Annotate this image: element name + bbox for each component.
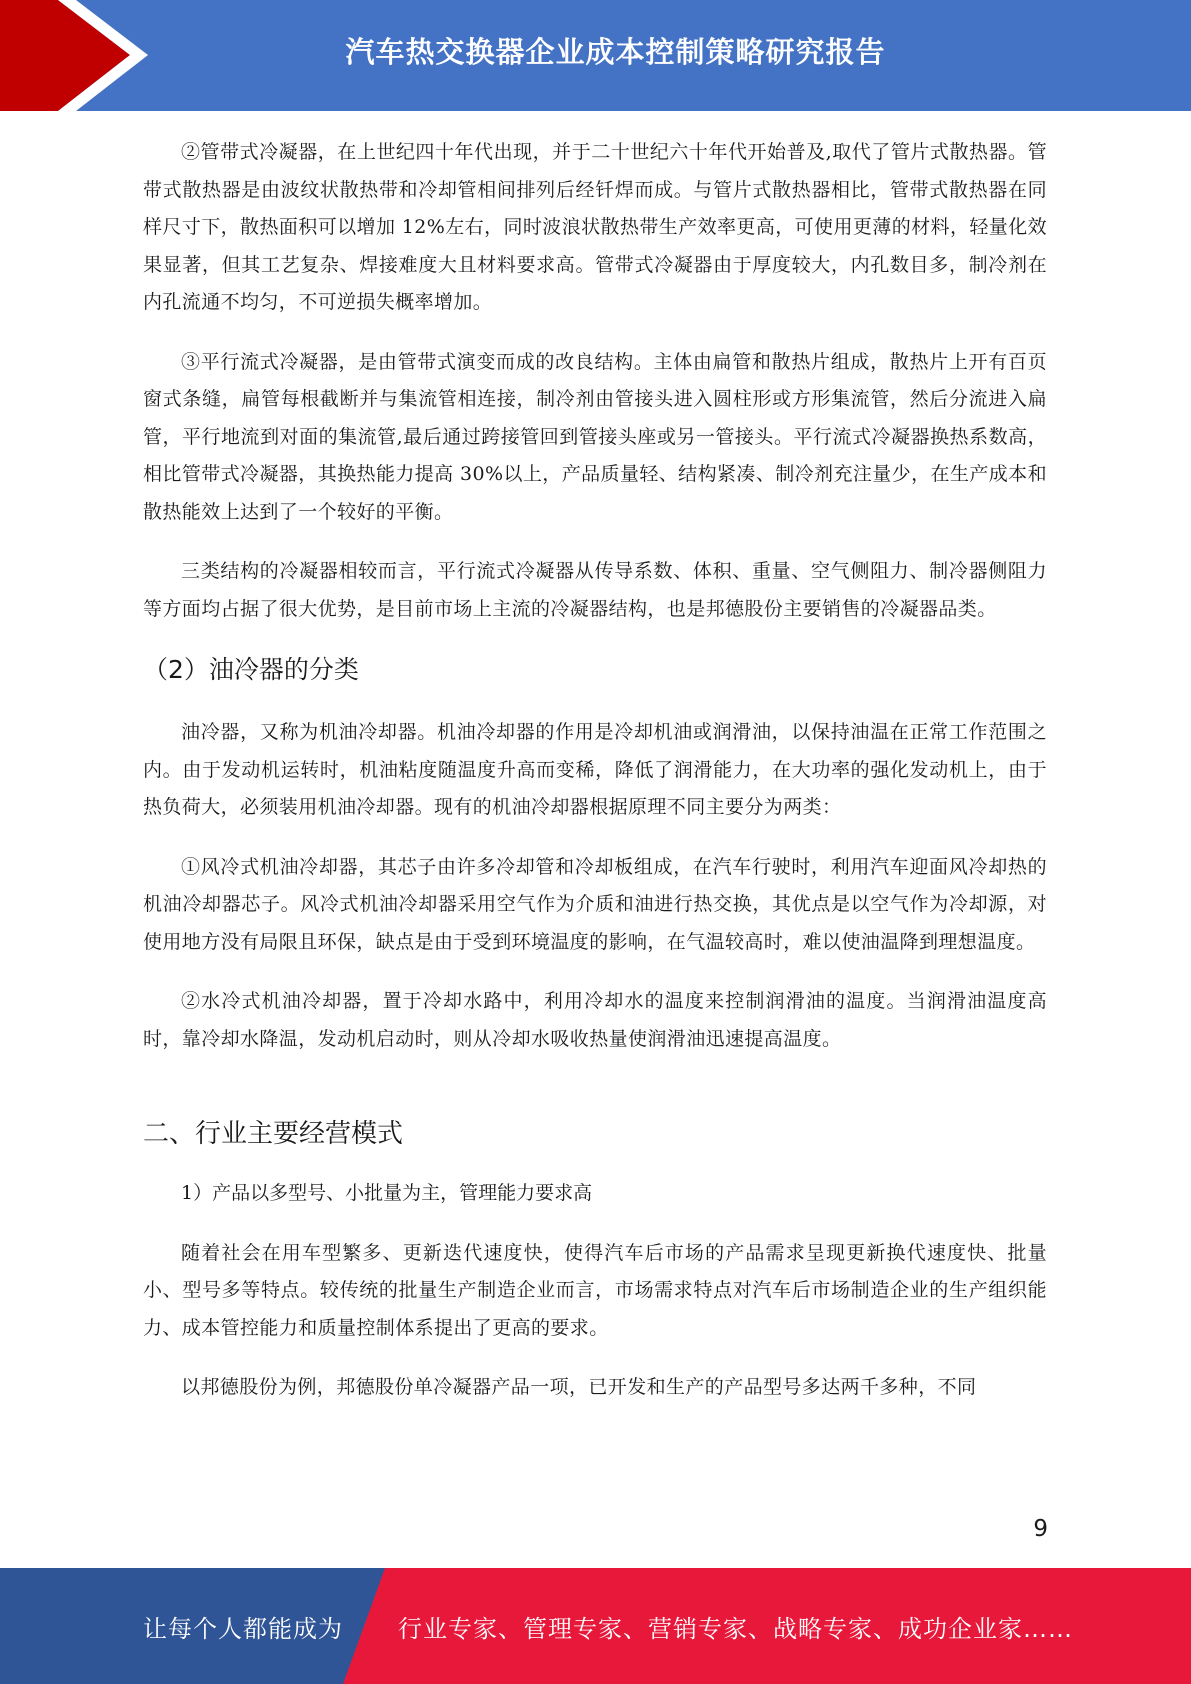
paragraph-air-cooled-oil-cooler: ①风冷式机油冷却器，其芯子由许多冷却管和冷却板组成，在汽车行驶时，利用汽车迎面风冷却热的机油冷却器芯子。风冷式机油冷却器采用空气作为介质和油进行热交换，其优点是以空气作为冷却源，对使用地方没有局限且环保，缺点是由于受到环境温度的影响，在气温较高时，难以使油温降到理想温度。 (143, 855, 1047, 953)
report-title: 汽车热交换器企业成本控制策略研究报告 (345, 34, 886, 69)
list-item-multi-model: 1）产品以多型号、小批量为主，管理能力要求高 (181, 1182, 593, 1204)
paragraph-tube-belt-condenser: ②管带式冷凝器，在上世纪四十年代出现，并于二十世纪六十年代开始普及,取代了管片式散热器。管带式散热器是由波纹状散热带和冷却管相间排列后经钎焊而成。与管片式散热器相比，管带式散热器在同样尺寸下，散热面积可以增加 12%左右，同时波浪状散热带生产效率更高，可使用更薄的材料，轻量化效果显著，但其工艺复杂、焊接难度大且材料要求高。管带式冷凝器由于厚度较大，内孔数目多，制冷剂在内孔流通不均匀，不可逆损失概率增加。 (143, 141, 1047, 313)
page-footer (0, 1568, 1191, 1684)
paragraph-condenser-comparison: 三类结构的冷凝器相较而言，平行流式冷凝器从传导系数、体积、重量、空气侧阻力、制冷器侧阻力等方面均占据了很大优势，是目前市场上主流的冷凝器结构，也是邦德股份主要销售的冷凝器品类。 (143, 560, 1047, 620)
paragraph-market-demand: 随着社会在用车型繁多、更新迭代速度快，使得汽车后市场的产品需求呈现更新换代速度快、批量小、型号多等特点。较传统的批量生产制造企业而言，市场需求特点对汽车后市场制造企业的生产组织能力、成本管控能力和质量控制体系提出了更高的要求。 (143, 1241, 1047, 1339)
page-number: 9 (1033, 1516, 1048, 1542)
paragraph-parallel-flow-condenser: ③平行流式冷凝器，是由管带式演变而成的改良结构。主体由扁管和散热片组成，散热片上开有百页窗式条缝，扁管每根截断并与集流管相连接，制冷剂由管接头进入圆柱形或方形集流管，然后分流进入扁管，平行地流到对面的集流管,最后通过跨接管回到管接头座或另一管接头。平行流式冷凝器换热系数高，相比管带式冷凝器，其换热能力提高 30%以上，产品质量轻、结构紧凑、制冷剂充注量少，在生产成本和散热能效上达到了一个较好的平衡。 (143, 350, 1047, 523)
subheading-oil-cooler-classification: （2）油冷器的分类 (143, 655, 359, 684)
paragraph-water-cooled-oil-cooler: ②水冷式机油冷却器，置于冷却水路中，利用冷却水的温度来控制润滑油的温度。当润滑油温度高时，靠冷却水降温，发动机启动时，则从冷却水吸收热量使润滑油迅速提高温度。 (143, 990, 1047, 1050)
paragraph-bond-example: 以邦德股份为例，邦德股份单冷凝器产品一项，已开发和生产的产品型号多达两千多种，不同 (181, 1376, 977, 1398)
page-header (0, 0, 1191, 111)
footer-slogan-left: 让每个人都能成为 (143, 1614, 343, 1643)
section-heading-business-model: 二、行业主要经营模式 (143, 1119, 404, 1149)
paragraph-oil-cooler-intro: 油冷器，又称为机油冷却器。机油冷却器的作用是冷却机油或润滑油，以保持油温在正常工作范围之内。由于发动机运转时，机油粘度随温度升高而变稀，降低了润滑能力，在大功率的强化发动机上，由于热负荷大，必须装用机油冷却器。现有的机油冷却器根据原理不同主要分为两类： (143, 721, 1047, 818)
page-content (143, 134, 1047, 1429)
footer-slogan-right: 行业专家、管理专家、营销专家、战略专家、成功企业家…… (398, 1614, 1073, 1643)
